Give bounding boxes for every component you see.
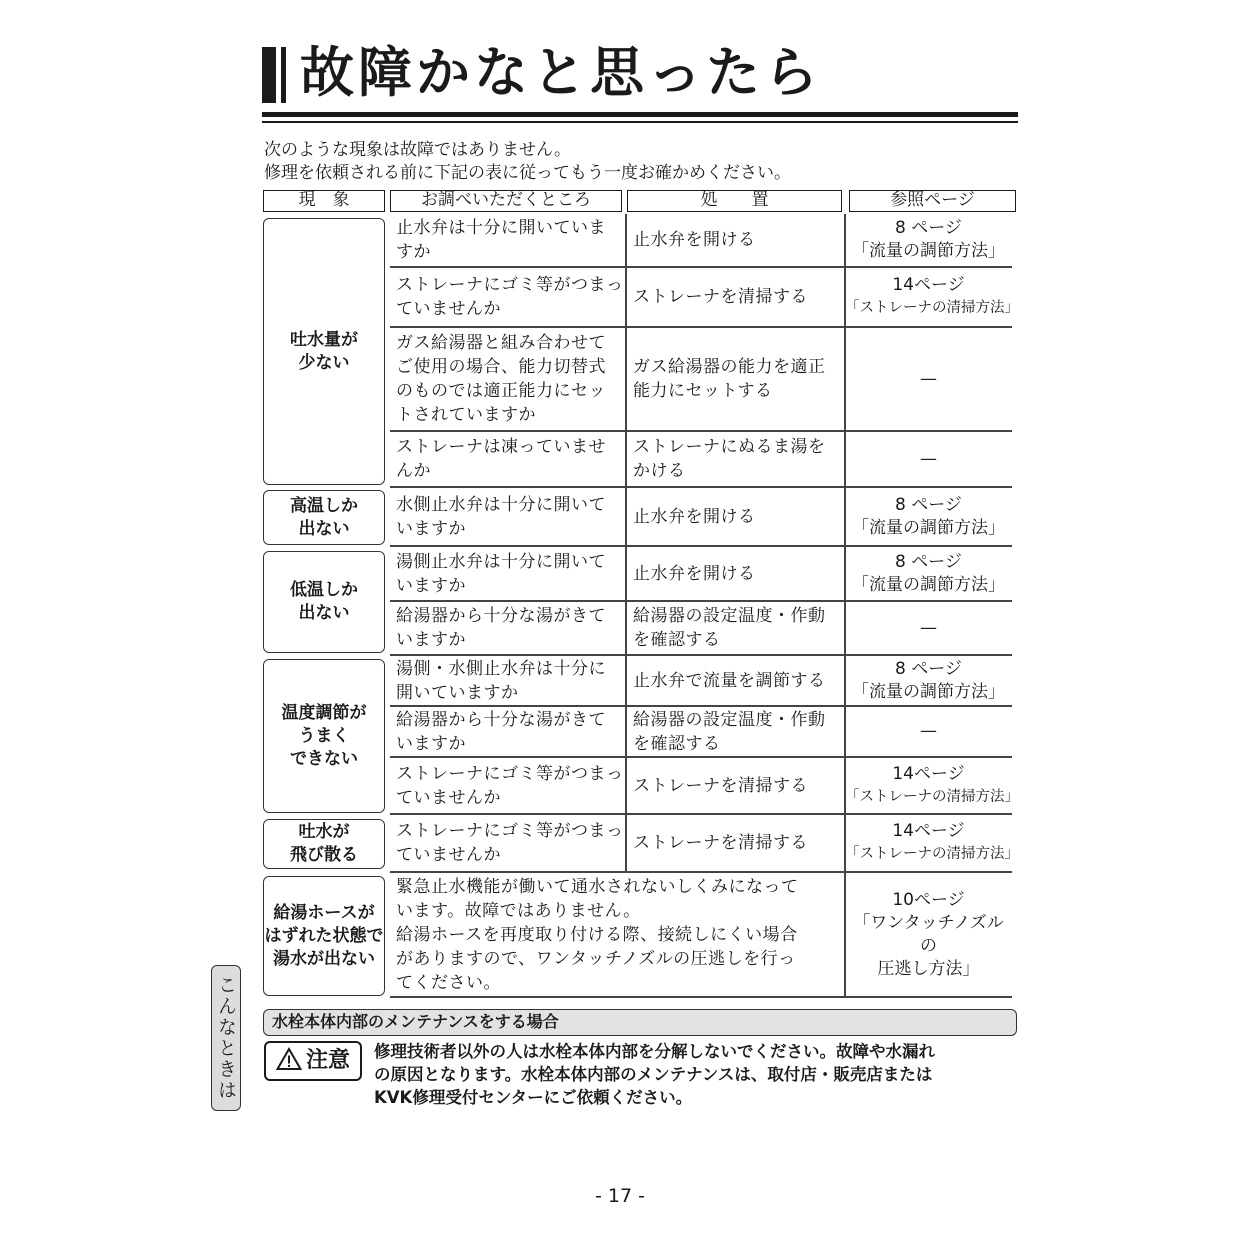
side-tab-label: こんなときは — [215, 975, 237, 1101]
table-row-reference: 8 ページ 「流量の調節方法」 — [852, 551, 1005, 595]
table-row-check: 給湯器から十分な湯がきて いますか — [396, 709, 606, 754]
row-divider — [390, 996, 1012, 998]
table-row-reference: 14ページ 「ストレーナの清掃方法」 — [845, 275, 1019, 316]
table-row-check: 湯側止水弁は十分に開いて いますか — [396, 551, 606, 596]
table-row-check: 緊急止水機能が働いて通水されないしくみになって います。故障ではありません。 給湯ホースを再度取り付ける際、接続しにくい場合 がありますので、ワンタッチノズルの圧逃しを行っ てください。 — [396, 876, 799, 993]
caution-badge — [264, 1041, 362, 1081]
page-title: 故障かなと思ったら — [300, 41, 822, 104]
table-row-reference: 14ページ 「ストレーナの清掃方法」 — [845, 763, 1019, 805]
table-row-check: ストレーナにゴミ等がつまっ ていませんか — [396, 763, 624, 808]
caution-line: の原因となります。水栓本体内部のメンテナンスは、取付店・販売店または — [374, 1065, 933, 1084]
table-row-reference: 8 ページ 「流量の調節方法」 — [852, 494, 1005, 538]
table-row-check: 給湯器から十分な湯がきて いますか — [396, 606, 606, 650]
header-phenomenon: 現 象 — [263, 190, 385, 212]
phenomenon-only-cold: 低温しか 出ない — [263, 551, 385, 653]
warning-triangle-icon — [276, 1047, 302, 1075]
table-row-action: 止水弁を開ける — [633, 506, 756, 527]
table-row-reference: 14ページ 「ストレーナの清掃方法」 — [845, 821, 1019, 862]
title-rule — [262, 112, 1018, 117]
table-row-action: 止水弁を開ける — [633, 563, 756, 584]
phenomenon-only-hot: 高温しか 出ない — [263, 490, 385, 545]
table-row-action: ストレーナを清掃する — [633, 775, 808, 796]
table-row-action: 給湯器の設定温度・作動 を確認する — [633, 606, 826, 650]
phenomenon-splashing: 吐水が 飛び散る — [263, 819, 385, 869]
table-row-action: 給湯器の設定温度・作動 を確認する — [633, 709, 826, 754]
table-row-action: ストレーナにぬるま湯を かける — [633, 437, 826, 481]
table-row-check: 止水弁は十分に開いていま すか — [396, 218, 606, 262]
caution-text — [374, 1040, 1019, 1109]
phenomenon-low-flow: 吐水量が 少ない — [263, 218, 385, 485]
table-row-check: 水側止水弁は十分に開いて いますか — [396, 494, 606, 539]
table-row-reference: — — [920, 448, 937, 469]
table-row-action: ストレーナを清掃する — [633, 833, 808, 853]
table-row-check: 湯側・水側止水弁は十分に 開いていますか — [396, 658, 606, 703]
table-row-reference: — — [920, 368, 937, 389]
phenomenon-hose-detached: 給湯ホースが はずれた状態で 湯水が出ない — [263, 876, 385, 996]
table-row-check: ガス給湯器と組み合わせて ご使用の場合、能力切替式 のものでは適正能力にセッ トされていますか — [396, 333, 606, 425]
table-row-check: ストレーナは凍っていませ んか — [396, 437, 606, 481]
header-reference: 参照ページ — [849, 190, 1016, 212]
table-row-reference: — — [920, 721, 937, 741]
table-row-check: ストレーナにゴミ等がつまっ ていませんか — [396, 275, 624, 319]
section-side-tab — [211, 965, 241, 1111]
table-row-reference: 10ページ 「ワンタッチノズルの 圧逃し方法」 — [853, 889, 1004, 979]
title-marker-bar-thin — [281, 47, 286, 103]
caution-label: 注意 — [305, 1048, 350, 1073]
page-number: - 17 - — [595, 1185, 645, 1207]
intro-line-2: 修理を依頼される前に下記の表に従ってもう一度お確かめください。 — [264, 163, 791, 183]
title-marker-bar — [262, 47, 276, 103]
table-row-reference: 8 ページ 「流量の調節方法」 — [852, 658, 1005, 702]
caution-line: 修理技術者以外の人は水栓本体内部を分解しないでください。故障や水漏れ — [374, 1042, 935, 1061]
table-row-action: 止水弁で流量を調節する — [633, 670, 826, 691]
header-check: お調べいただくところ — [390, 190, 622, 212]
table-row-reference: — — [920, 617, 937, 638]
header-action: 処 置 — [627, 190, 842, 212]
phenomenon-temp-control: 温度調節が うまく できない — [263, 659, 385, 813]
table-row-check: ストレーナにゴミ等がつまっ ていませんか — [396, 821, 624, 865]
table-row-reference: 8 ページ 「流量の調節方法」 — [852, 218, 1005, 261]
maintenance-heading: 水栓本体内部のメンテナンスをする場合 — [263, 1009, 1017, 1036]
table-row-action: 止水弁を開ける — [633, 230, 756, 250]
title-rule-thin — [262, 121, 1018, 123]
intro-line-1: 次のような現象は故障ではありません。 — [264, 140, 572, 160]
table-row-action: ストレーナを清掃する — [633, 287, 808, 307]
caution-line: KVK修理受付センターにご依頼ください。 — [374, 1088, 693, 1107]
table-row-action: ガス給湯器の能力を適正 能力にセットする — [633, 357, 826, 401]
